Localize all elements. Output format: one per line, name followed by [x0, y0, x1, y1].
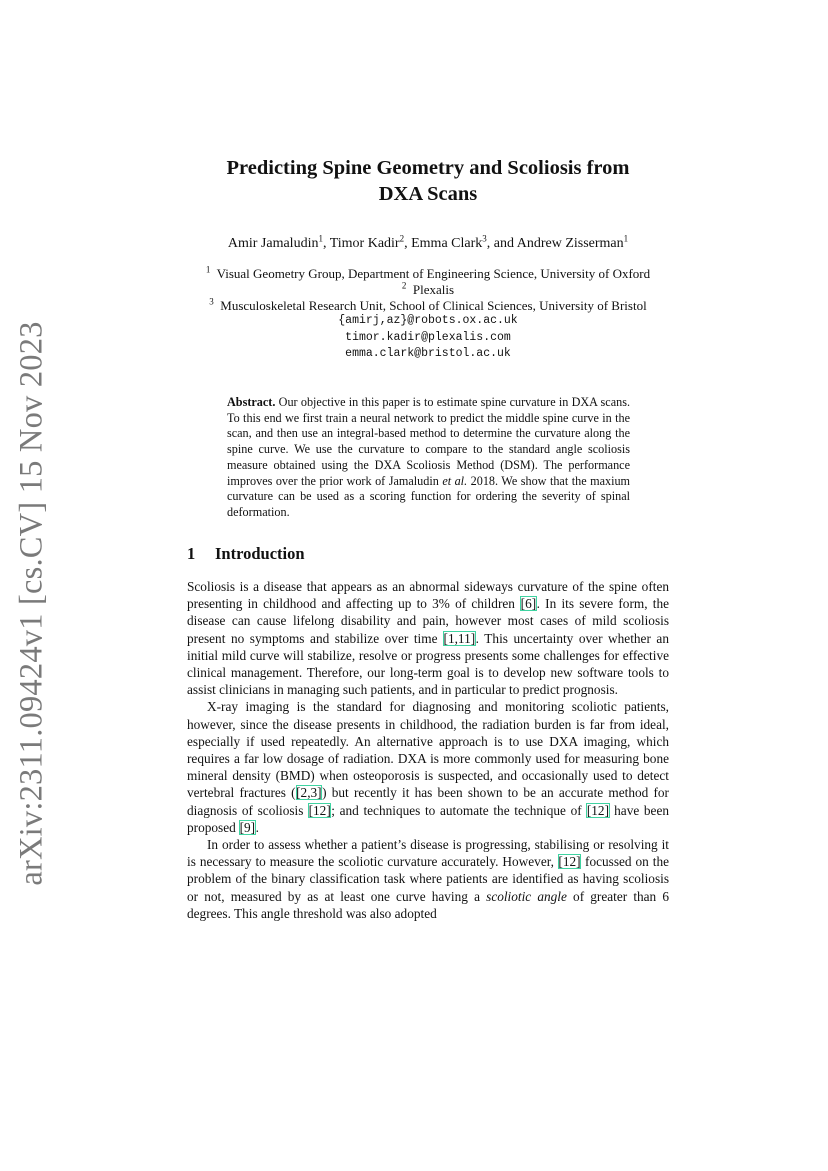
citation-link[interactable]: [6]: [520, 596, 537, 612]
citation-link[interactable]: [9]: [239, 819, 256, 835]
affiliation-mark: 3: [209, 296, 214, 307]
author-affil-mark: 3: [482, 233, 487, 244]
title-line-2: DXA Scans: [378, 183, 478, 205]
author-name: Timor Kadir: [329, 236, 400, 251]
section-number: 1: [187, 544, 196, 563]
paragraph-text: have been proposed: [187, 802, 670, 835]
paragraph-text: Scoliosis is a disease that appears as an abnormal sideways curvature of the spine often presenting in childhood and affecting up to 3% of children: [187, 579, 669, 612]
paragraph-text: of greater than 6 degrees. This angle threshold was also adopted: [187, 888, 670, 921]
paragraph-text: ; and techniques to automate the technique of: [331, 802, 587, 818]
arxiv-stamp-text: arXiv:2311.09424v1 [cs.CV] 15 Nov 2023: [13, 320, 50, 886]
affiliation-mark: 2: [401, 280, 407, 291]
author-list: Amir Jamaludin$^1$, Timor Kadir$^2$, Emma Clark$^3$, and Andrew Zisserman$^1$: [227, 233, 629, 251]
author-name: Amir Jamaludin: [227, 236, 319, 251]
paragraph: [187, 578, 669, 698]
paragraph-text: focussed on the problem of the binary classification task where patients are identified as having scoliosis or not, measured by as at least one curve having a: [187, 854, 669, 904]
paragraph-text: . In its severe form, the disease can cause lifelong disability and pain, however most cases of mild scoliosis present no symptoms and stabilize over time: [187, 596, 669, 646]
affiliation-text: Musculoskeletal Research Unit, School of Clinical Sciences, University of Bristol: [220, 298, 647, 313]
citation-link[interactable]: [12]: [308, 802, 331, 818]
paragraph-text: X-ray imaging is the standard for diagnosing and monitoring scoliotic patients, however, since the disease presents in childhood, the radiation burden is far from ideal, especially if used repeatedly. An alternative approach is to use DXA imaging, which requires a far low dosage of radiation. DXA is more commonly used for measuring bone mineral density (BMD) when osteoporosis is suspected, and occasionally used to detect vertebral fractures (: [187, 699, 669, 801]
author-name: Emma Clark: [411, 236, 483, 251]
email-address[interactable]: emma.clark@bristol.ac.uk: [345, 347, 511, 360]
paragraph-text: .: [255, 819, 259, 835]
title-line-1: Predicting Spine Geometry and Scoliosis from: [226, 157, 630, 179]
affiliation-3: [160, 298, 696, 314]
author-affil-mark: 1: [623, 233, 629, 244]
introduction-body: [187, 578, 669, 922]
citation-link[interactable]: [1,11]: [443, 630, 476, 646]
affiliation-1: [160, 266, 696, 282]
affiliation-text: Plexalis: [412, 282, 455, 297]
affiliation-text: Visual Geometry Group, Department of Engineering Science, University of Oxford: [216, 266, 651, 281]
paragraph: [187, 836, 669, 922]
abstract-label: Abstract.: [227, 395, 276, 409]
arxiv-identifier-stamp: [2, 320, 62, 886]
affiliation-2: [160, 282, 696, 298]
email-address[interactable]: {amirj,az}@robots.ox.ac.uk: [338, 314, 518, 327]
citation-link[interactable]: [2,3]: [296, 785, 322, 801]
abstract-text: Our objective in this paper is to estimate spine curvature in DXA scans. To this end we first train a neural network to predict the middle spine curve in the scan, and then use an integral-based method to determine the curvature along the spine curve. We use the curvature to compare to the standard angle scoliosis measure obtained using the DXA Scoliosis Method (DSM). The performance improves over the prior work of Jamaludin: [227, 395, 631, 488]
paper-title: [160, 155, 696, 207]
section-heading: [187, 544, 667, 564]
paragraph: [187, 698, 669, 836]
paragraph-text: . This uncertainty over whether an initial mild curve will stabilize, resolve or progress presents some challenges for effective clinical management. Therefore, our long-term goal is to develop new software tools to assist clinicians in managing such patients, and in particular to predict prognosis.: [187, 630, 669, 698]
paragraph-text: ) but recently it has been shown to be an accurate method for diagnosis of scoliosis: [187, 785, 669, 818]
affiliation-mark: 1: [205, 264, 211, 275]
abstract-text: 2018. We show that the maxium curvature can be used as a scoring function for ordering the severity of spinal deformation.: [227, 473, 631, 519]
author-affil-mark: 1: [318, 233, 323, 244]
email-address[interactable]: timor.kadir@plexalis.com: [345, 331, 511, 344]
emphasized-term: scoliotic angle: [486, 888, 567, 904]
citation-link[interactable]: [12]: [586, 802, 609, 818]
author-affil-mark: 2: [399, 233, 405, 244]
paragraph-text: In order to assess whether a patient’s disease is progressing, stabilising or resolving it is necessary to measure the scoliotic curvature accurately. However,: [187, 837, 669, 870]
abstract-et-al: et al.: [442, 473, 468, 488]
abstract: [227, 395, 630, 521]
author-name: Andrew Zisserman: [516, 236, 624, 251]
section-title: Introduction: [215, 544, 305, 563]
citation-link[interactable]: [12]: [558, 854, 581, 870]
